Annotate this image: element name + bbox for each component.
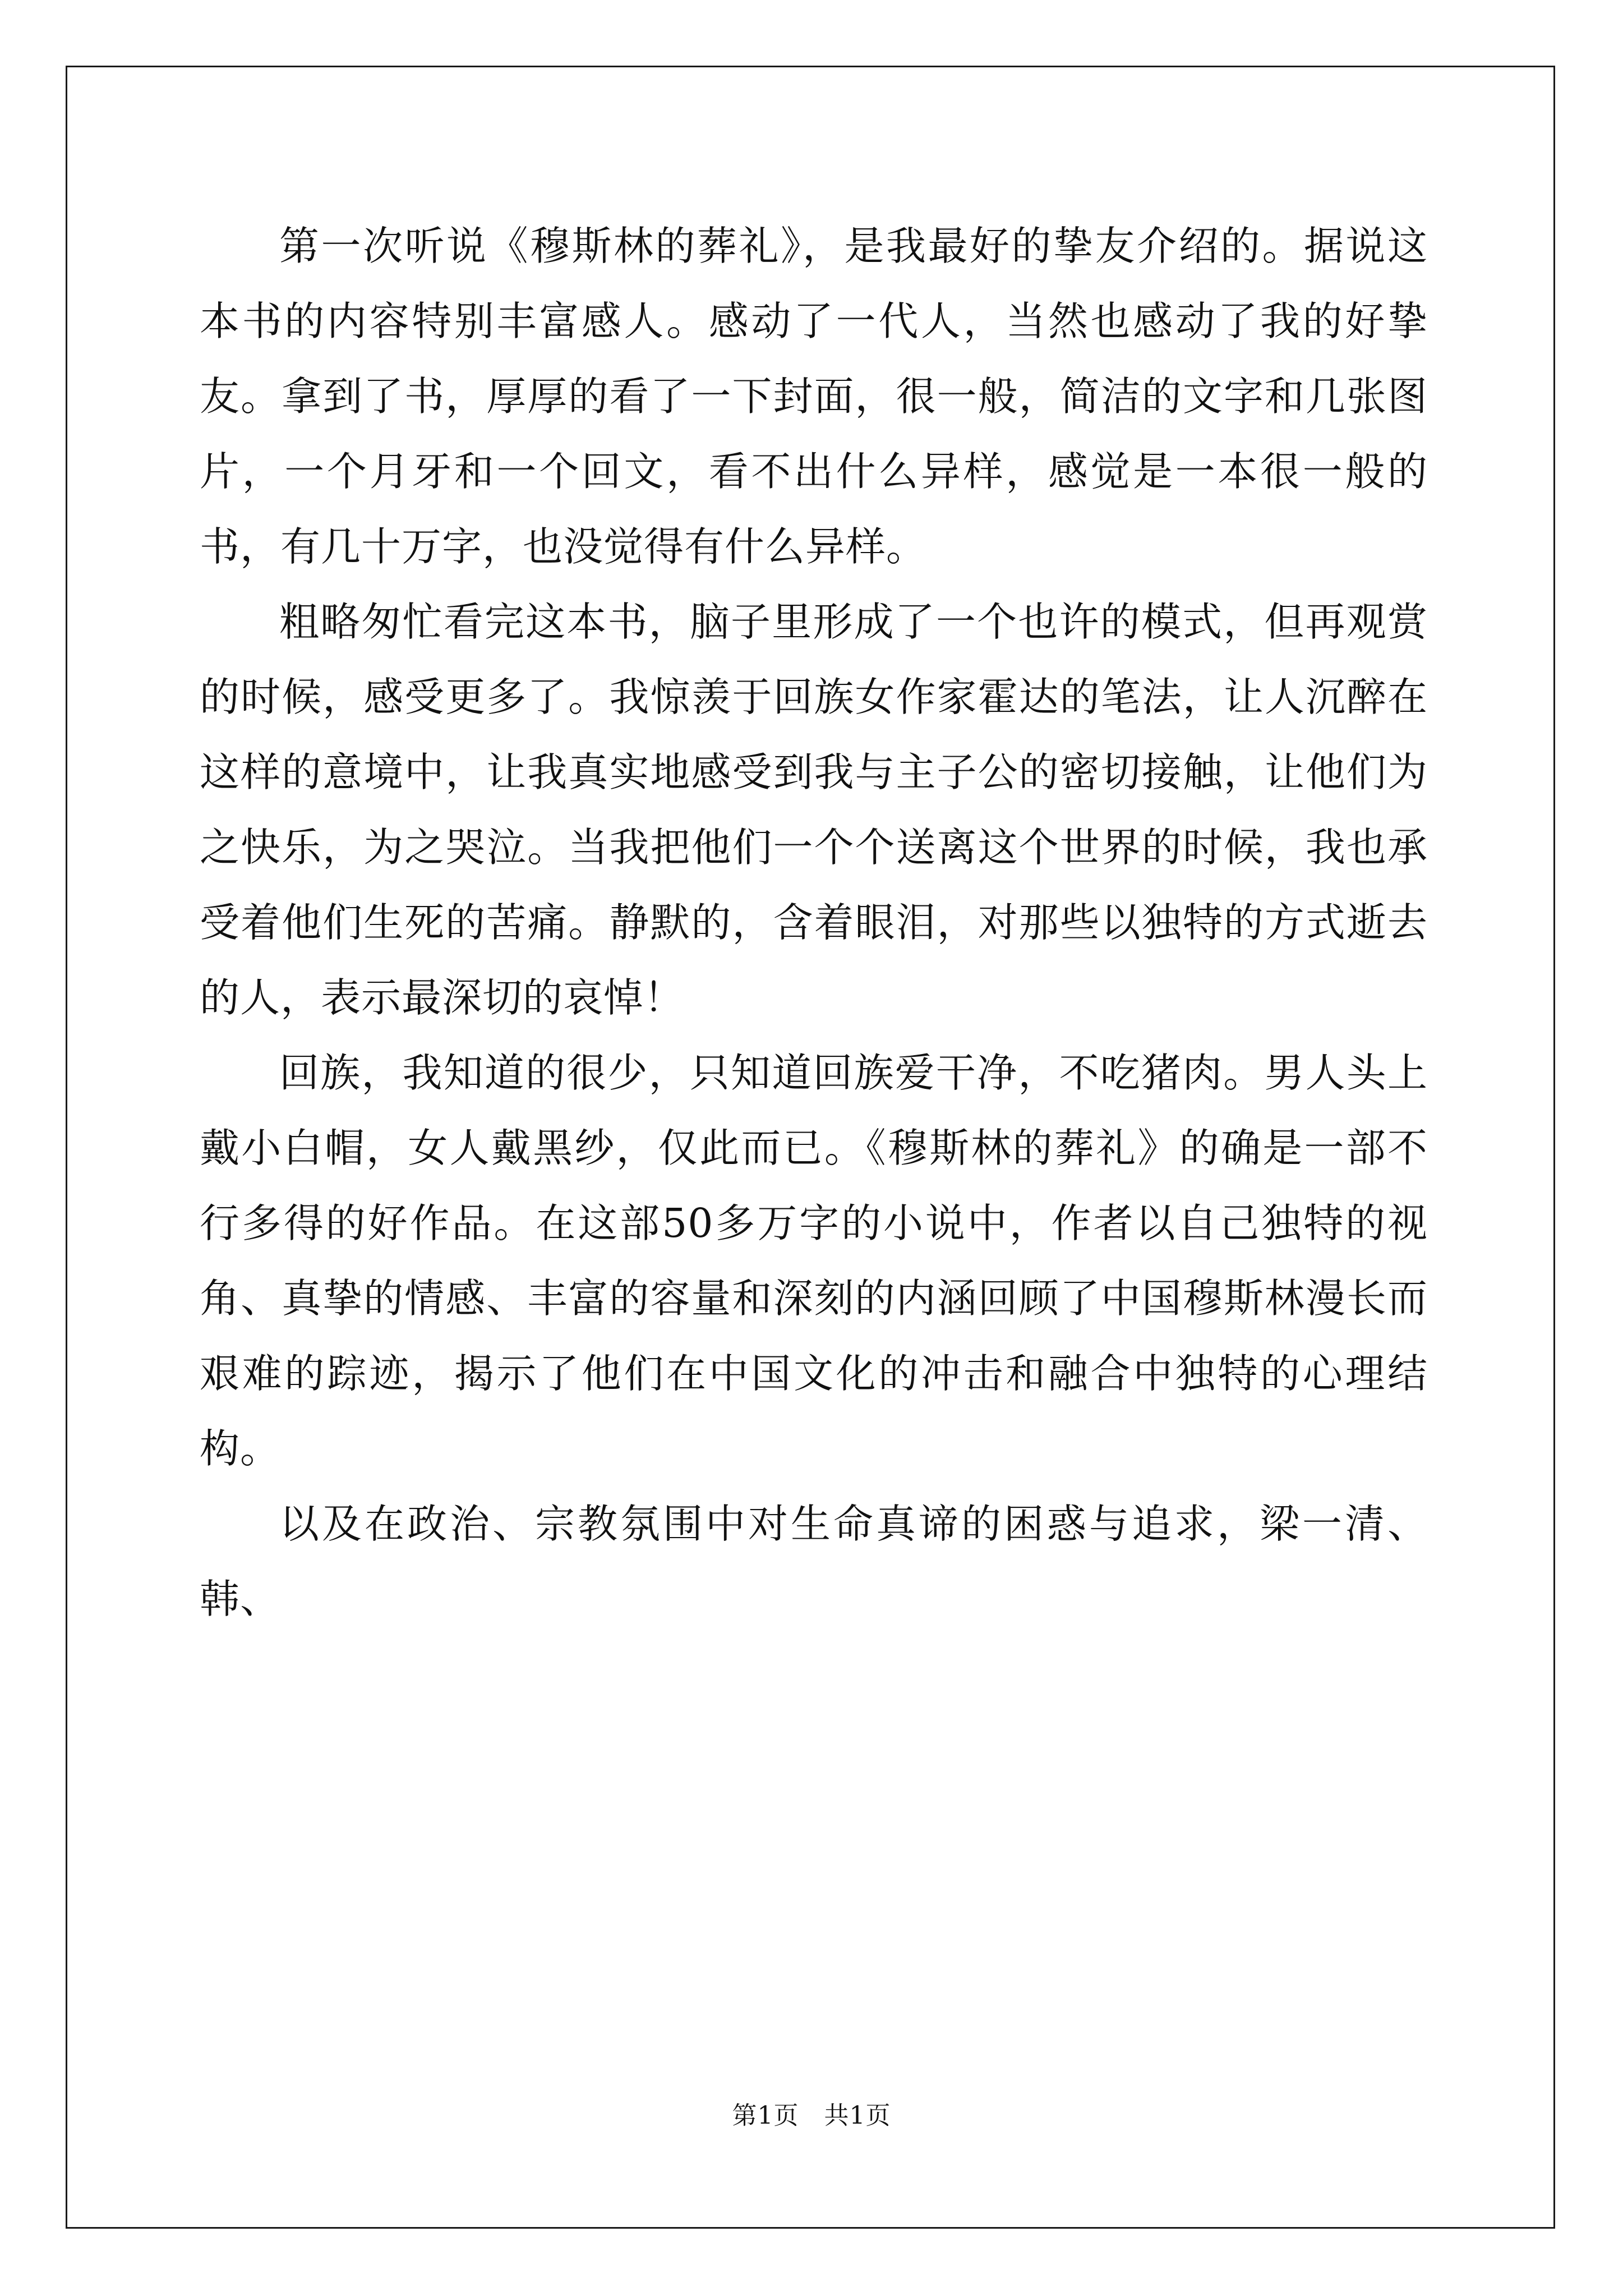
paragraph-4: 以及在政治、宗教氛围中对生命真谛的困惑与追求，梁一清、韩、 bbox=[200, 1501, 1428, 1622]
document-body bbox=[200, 209, 1428, 1637]
paragraph-3: 回族，我知道的很少，只知道回族爱干净，不吃猪肉。男人头上戴小白帽，女人戴黑纱，仅此而已。《穆斯林的葬礼》的确是一部不行多得的好作品。在这部50多万字的小说中，作者以自己独特的视角、真挚的情感、丰富的容量和深刻的内涵回顾了中国穆斯林漫长而艰难的踪迹，揭示了他们在中国文化的冲击和融合中独特的心理结构。 bbox=[200, 1050, 1428, 1472]
page-number-footer: 第1页 共1页 bbox=[732, 2101, 891, 2130]
paragraph-1: 第一次听说《穆斯林的葬礼》，是我最好的挚友介绍的。据说这本书的内容特别丰富感人。感动了一代人，当然也感动了我的好挚友。拿到了书，厚厚的看了一下封面，很一般，简洁的文字和几张图片，一个月牙和一个回文，看不出什么异样，感觉是一本很一般的书，有几十万字，也没觉得有什么异样。 bbox=[200, 223, 1428, 570]
paragraph-2: 粗略匆忙看完这本书，脑子里形成了一个也许的模式，但再观赏的时候，感受更多了。我惊羡于回族女作家霍达的笔法，让人沉醉在这样的意境中，让我真实地感受到我与主子公的密切接触，让他们为之快乐，为之哭泣。当我把他们一个个送离这个世界的时候，我也承受着他们生死的苦痛。静默的，含着眼泪，对那些以独特的方式逝去的人，表示最深切的哀悼！ bbox=[200, 599, 1428, 1021]
